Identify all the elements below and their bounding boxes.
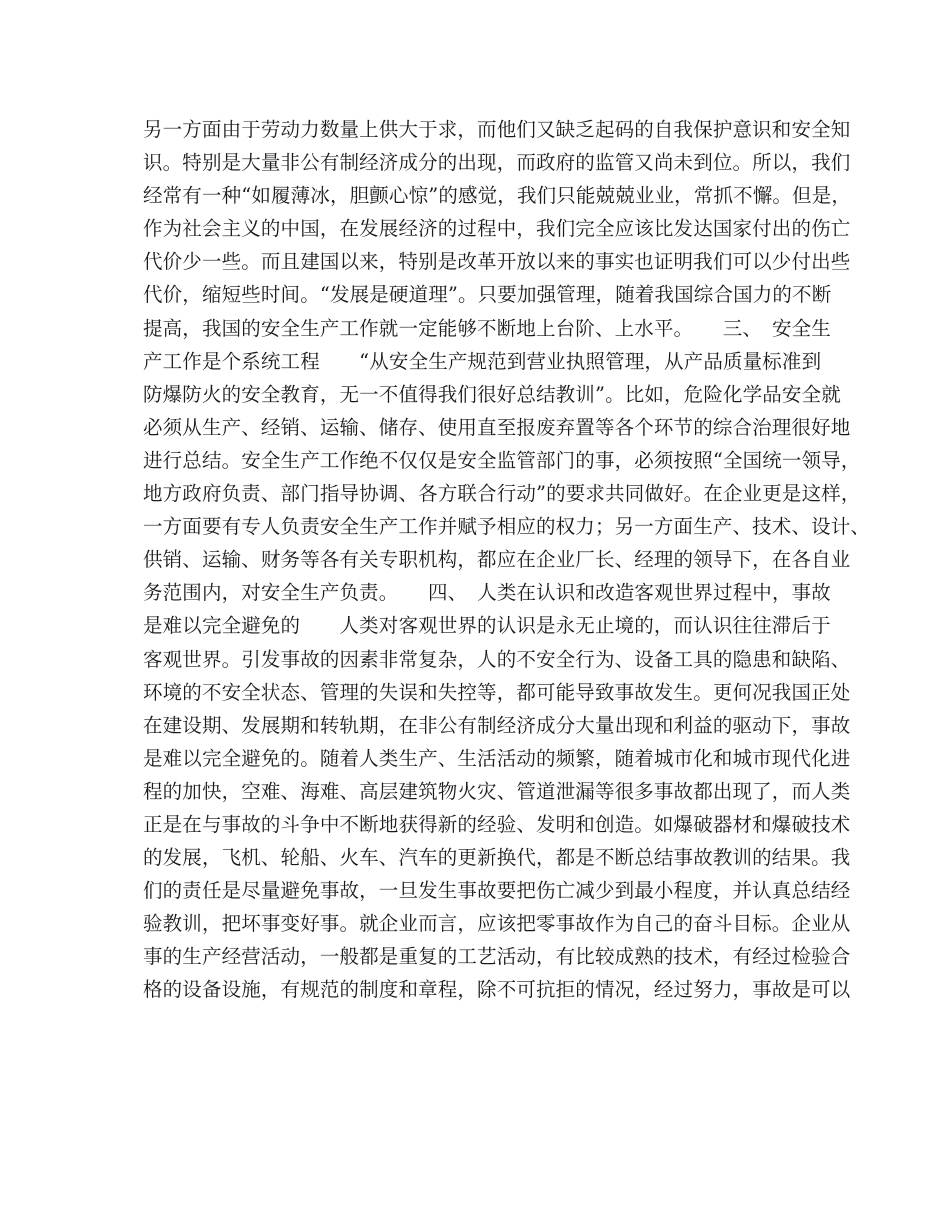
text-line: 验教训，把坏事变好事。就企业而言，应该把零事故作为自己的奋斗目标。企业从 [143,912,851,936]
text-line: 作为社会主义的中国，在发展经济的过程中，我们完全应该比发达国家付出的伤亡 [143,217,851,241]
text-line: 一方面要有专人负责安全生产工作并赋予相应的权力；另一方面生产、技术、设计、 [143,515,871,539]
text-line: 在建设期、发展期和转轨期，在非公有制经济成分大量出现和利益的驱动下，事故 [143,713,851,737]
text-line: 提高，我国的安全生产工作就一定能够不断地上台阶、上水平。 三、 安全生 [143,316,831,340]
text-line: 务范围内，对安全生产负责。 四、 人类在认识和改造客观世界过程中，事故 [143,581,831,605]
text-line: 地方政府负责、部门指导协调、各方联合行动”的要求共同做好。在企业更是这样， [143,482,861,506]
text-line: 客观世界。引发事故的因素非常复杂，人的不安全行为、设备工具的隐患和缺陷、 [143,647,851,671]
body-text [143,113,871,1007]
text-line: 正是在与事故的斗争中不断地获得新的经验、发明和创造。如爆破器材和爆破技术 [143,812,851,836]
text-line: 另一方面由于劳动力数量上供大于求，而他们又缺乏起码的自我保护意识和安全知 [143,118,851,141]
text-line: 防爆防火的安全教育，无一不值得我们很好总结教训”。比如，危险化学品安全就 [143,382,841,406]
text-line: 是难以完全避免的。随着人类生产、生活活动的频繁，随着城市化和城市现代化进 [143,746,851,770]
text-line: 代价少一些。而且建国以来，特别是改革开放以来的事实也证明我们可以少付出些 [143,250,851,274]
text-line: 经常有一种“如履薄冰，胆颤心惊”的感觉，我们只能兢兢业业，常抓不懈。但是， [143,184,851,208]
text-line: 们的责任是尽量避免事故，一旦发生事故要把伤亡减少到最小程度，并认真总结经 [143,879,851,903]
text-line: 程的加快，空难、海难、高层建筑物火灾、管道泄漏等很多事故都出现了，而人类 [143,779,851,803]
text-line: 必须从生产、经销、运输、储存、使用直至报废弃置等各个环节的综合治理很好地 [143,415,851,439]
text-line: 的发展，飞机、轮船、火车、汽车的更新换代，都是不断总结事故教训的结果。我 [143,846,851,870]
text-line: 环境的不安全状态、管理的失误和失控等，都可能导致事故发生。更何况我国正处 [143,680,851,704]
text-line: 供销、运输、财务等各有关专职机构，都应在企业厂长、经理的领导下，在各自业 [143,548,851,572]
text-line: 事的生产经营活动，一般都是重复的工艺活动，有比较成熟的技术，有经过检验合 [143,945,851,969]
text-line: 产工作是个系统工程 “从安全生产规范到营业执照管理，从产品质量标准到 [143,349,822,373]
text-line: 进行总结。安全生产工作绝不仅仅是安全监管部门的事，必须按照“全国统一领导， [143,448,861,472]
text-line: 是难以完全避免的 人类对客观世界的认识是永无止境的，而认识往往滞后于 [143,614,831,638]
text-line: 格的设备设施，有规范的制度和章程，除不可抗拒的情况，经过努力，事故是可以 [143,978,851,1002]
text-line: 识。特别是大量非公有制经济成分的出现，而政府的监管又尚未到位。所以，我们 [143,151,851,175]
text-line: 代价，缩短些时间。“发展是硬道理”。只要加强管理，随着我国综合国力的不断 [143,283,832,307]
